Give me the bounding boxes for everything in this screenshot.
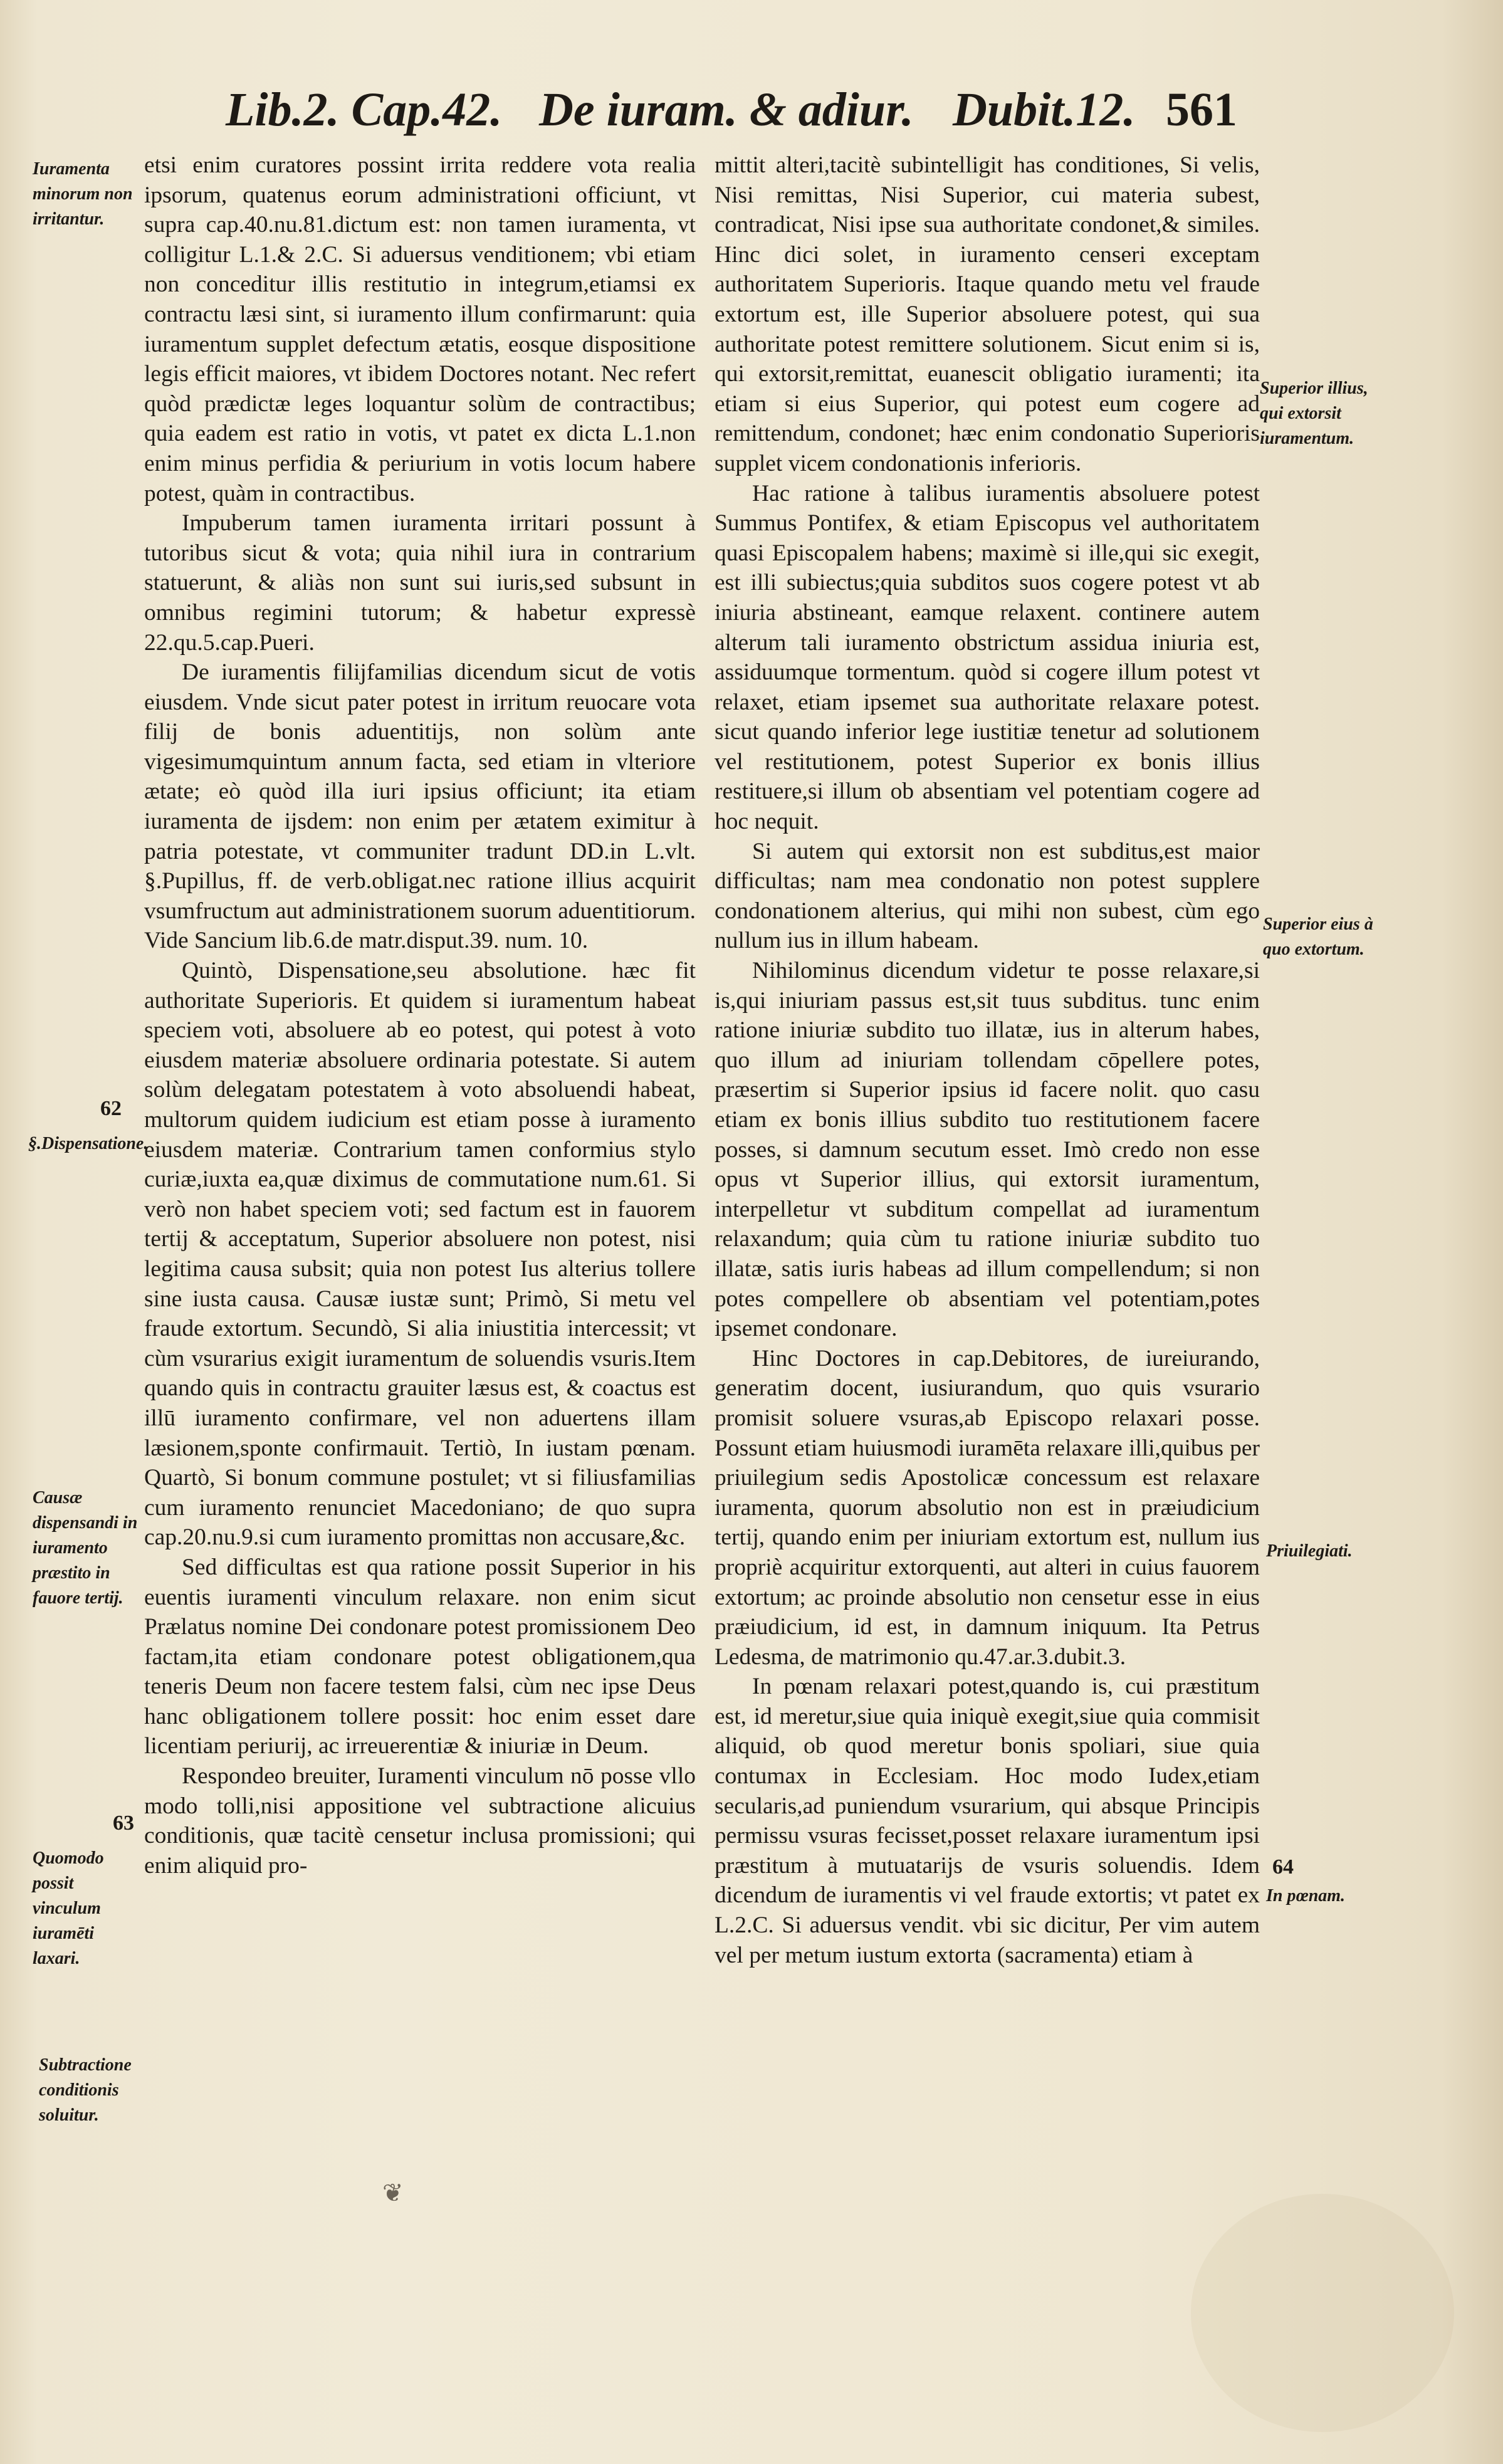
paragraph: De iuramentis filijfamilias dicendum sicut de votis eiusdem. Vnde sicut pater potest in irritum reuocare vota filij de bonis aduentitijs, non solùm ante vigesimumquintum annum facta, sed etiam in vlteriore ætate; eò quòd illa iuri ipsius officiunt; ita etiam iuramenta de ijsdem: non enim per ætatem eximitur à patria potestate, vt communiter tradunt DD.in L.vlt. §.Pupillus, ff. de verb.obligat.nec ratione illius acquirit vsumfructum aut administrationem suorum aduentitiorum. Vide Sancium lib.6.de matr.disput.39. num. 10. bbox=[144, 659, 696, 954]
margin-note: In pœnam. bbox=[1266, 1886, 1346, 1906]
margin-number: 63 bbox=[113, 1811, 134, 1835]
paragraph: Respondeo breuiter, Iuramenti vinculum nō posse vllo modo tolli,nisi appositione vel subtractione alicuius conditionis, quæ tacitè censetur inclusa promissioni; qui enim aliquid pro- bbox=[144, 1763, 696, 1879]
page-stain bbox=[1191, 2194, 1454, 2432]
margin-number: 62 bbox=[100, 1097, 122, 1120]
paragraph: Quintò, Dispensatione,seu absolutione. hæc fit authoritate Superioris. Et quidem si iuramentum habeat speciem voti, absoluere ab eo potest, qui potest à voto eiusdem materiæ absoluere ordinaria potestate. Si autem solùm delegatam potestatem à voto absoluendi habeat, multorum quidem iudicium est etiam posse à iuramento eiusdem materiæ. Contrarium tamen conformius stylo curiæ,iuxta ea,quæ diximus de commutatione num.61. Si verò non habet speciem voti; sed factum est in fauorem tertij & acceptatum, Superior absoluere non potest, nisi legitima causa subsit; quia non potest Ius alterius tollere sine iusta causa. Causæ iustæ sunt; Primò, Si metu vel fraude extortum. Secundò, Si alia iniustitia intercessit; vt cùm vsurarius exigit iuramentum de soluendis vsuris.Item quando quis in contractu grauiter læsus est, & coactus est illū iuramento confirmare, vel non aduertens illam læsionem,sponte confirmauit. Tertiò, In iustam pœnam. Quartò, Si bonum commune postulet; vt si filiusfamilias cum iuramento renunciet Macedoniano; de quo supra cap.20.nu.9.si cum iuramento promittas non accusare,&c. bbox=[144, 958, 696, 1551]
paragraph: mittit alteri,tacitè subintelligit has conditiones, Si velis, Nisi remittas, Nisi Superior, cui materia subest, contradicat, Nisi ipse sua authoritate condonet,& similes. Hinc dici solet, in iuramento censeri exceptam authoritatem Superioris. Itaque quando metu vel fraude extortum est, ille Superior absoluere potest, qui sua authoritate potest remittere solutionem. Sicut enim si is, qui extorsit,remittat, euanescit obligatio iuramenti; ita etiam si eius Superior, qui potest eum cogere ad remittendum, condonet; hæc enim condonatio Superioris supplet vicem condonationis inferioris. bbox=[715, 152, 1260, 476]
margin-note: Quomodo possit vinculum iuramēti laxari. bbox=[33, 1848, 104, 1968]
margin-note: Superior illius, qui extorsit iuramentum. bbox=[1260, 379, 1368, 448]
paragraph: Impuberum tamen iuramenta irritari possunt à tutoribus sicut & vota; quia nihil iura in contrarium statuerunt, & aliàs non sunt sui iuris,sed subsunt in omnibus regimini tutorum; & habetur expressè 22.qu.5.cap.Pueri. bbox=[144, 510, 696, 656]
paragraph: etsi enim curatores possint irrita reddere vota realia ipsorum, quatenus eorum administrationi officiunt, vt supra cap.40.nu.81.dictum est: non tamen iuramenta, vt colligitur L.1.& 2.C. Si aduersus venditionem; vbi etiam non conceditur illis restitutio in integrum,etiamsi ex contractu læsi sint, si iuramento illum confirmarunt: quia iuramentum supplet defectum ætatis, eosque dispositione legis efficit maiores, vt ibidem Doctores notant. Nec refert quòd prædictæ leges loquantur solùm de contractibus; quia eadem est ratio in votis, vt patet ex dicta L.1.non enim minus perfidia & periurium in votis locum habere potest, quàm in contractibus. bbox=[144, 152, 696, 506]
paragraph: Hinc Doctores in cap.Debitores, de iureiurando, generatim docent, iusiurandum, quo quis vsurario promisit soluere vsuras,ab Episcopo relaxari posse. Possunt etiam huiusmodi iuramēta relaxare illi,quibus per priuilegium sedis Apostolicæ concessum est relaxare iuramenta, quorum absolutio non est in præiudicium tertij, quando enim per iniuriam extortum est, nullum ius propriè acquiritur extorquenti, aut alteri in cuius fauorem extortum; ac proinde absolutio non censetur esse in eius præiudicium, id est, in damnum iniquum. Ita Petrus Ledesma, de matrimonio qu.47.ar.3.dubit.3. bbox=[715, 1345, 1260, 1670]
margin-note: Superior eius à quo extortum. bbox=[1263, 915, 1373, 959]
right-text-column bbox=[715, 150, 1260, 1970]
header-book-chapter: Lib.2. Cap.42. bbox=[226, 83, 503, 136]
header-title: De iuram. & adiur. bbox=[539, 83, 914, 136]
paragraph: In pœnam relaxari potest,quando is, cui præstitum est, id meretur,siue quia iniquè exegit,siue quia commisit aliquid, ob quod meretur bonis spoliari, siue quia contumax in Ecclesiam. Hoc modo Iudex,etiam secularis,ad puniendum vsurarium, qui absque Principis permissu vsuras fecisset,posset relaxare iuramentum ipsi præstitum à mutuatarijs de vsuris soluendis. Idem dicendum de iuramentis vi vel fraude extortis; vt patet ex L.2.C. Si aduersus vendit. vbi sic dicitur, Per vim autem vel per metum iustum extorta (sacramenta) etiam à bbox=[715, 1674, 1260, 1968]
page-number: 561 bbox=[1166, 83, 1237, 136]
left-text-column bbox=[144, 150, 696, 1880]
paragraph: Nihilominus dicendum videtur te posse relaxare,si is,qui iniuriam passus est,sit tuus subditus. tunc enim ratione iniuriæ subdito tuo illatæ, ius in alterum habes, quo illum ad iniuriam tollendam cōpellere potes, præsertim si Superior ipsius id facere nolit. quo casu etiam ex bonis illius subdito tuo restitutionem facere posses, si damnum secutum esset. Imò credo non esse opus vt Superior illius, qui extorsit iuramentum, interpelletur vt subditum compellat ad iuramentum relaxandum; quia cùm tu ratione iniuriæ subdito tuo illatæ, satis iuris habeas ad illum compellendum; si non potes compellere ob absentiam vel potentiam,potes ipsemet condonare. bbox=[715, 958, 1260, 1342]
header-dubit: Dubit.12. bbox=[953, 83, 1136, 136]
margin-note: §.Dispensatione. bbox=[28, 1134, 149, 1153]
paragraph: Si autem qui extorsit non est subditus,est maior difficultas; nam mea condonatio non potest supplere condonationem alterius, qui mihi non subest, cùm ego nullum ius in illum habeam. bbox=[715, 838, 1260, 954]
paragraph: Sed difficultas est qua ratione possit Superior in his euentis iuramenti vinculum relaxare. non enim sicut Prælatus nomine Dei condonare potest promissionem Deo factam,ita etiam condonare potest obligationem,qua teneris Deum non facere testem falsi, cùm nec ipse Deus hanc obligationem tollere possit: hoc enim esset dare licentiam periurij, ac irreuerentiæ & iniuriæ in Deum. bbox=[144, 1554, 696, 1759]
margin-note: Iuramenta minorum non irritantur. bbox=[33, 159, 133, 229]
margin-number: 64 bbox=[1272, 1855, 1294, 1879]
margin-note: Subtractione conditionis soluitur. bbox=[39, 2055, 132, 2125]
margin-note: Priuilegiati. bbox=[1266, 1541, 1353, 1561]
running-header bbox=[226, 75, 1254, 144]
margin-note: Causæ dispensandi in iuramento præstito in fauore tertij. bbox=[33, 1488, 138, 1608]
paragraph: Hac ratione à talibus iuramentis absoluere potest Summus Pontifex, & etiam Episcopus vel authoritatem quasi Episcopalem habens; maximè si ille,qui sic exegit, est illi subiectus;quia subditos suos cogere potest vt ab iniuria abstineant, eamque relaxent. continere autem alterum tali iuramento obstrictum assidua iniuria est, assiduumque tormentum. quòd si cogere illum potest vt relaxet, etiam ipsemet sua authoritate relaxare potest. sicut quando inferior lege iustitiæ tenetur ad solutionem vel restitutionem, potest Superior ex bonis illius restituere,si illum ob absentiam vel potentiam cogere ad hoc nequit. bbox=[715, 480, 1260, 835]
printer-ornament-icon: ❦ bbox=[382, 2179, 404, 2207]
